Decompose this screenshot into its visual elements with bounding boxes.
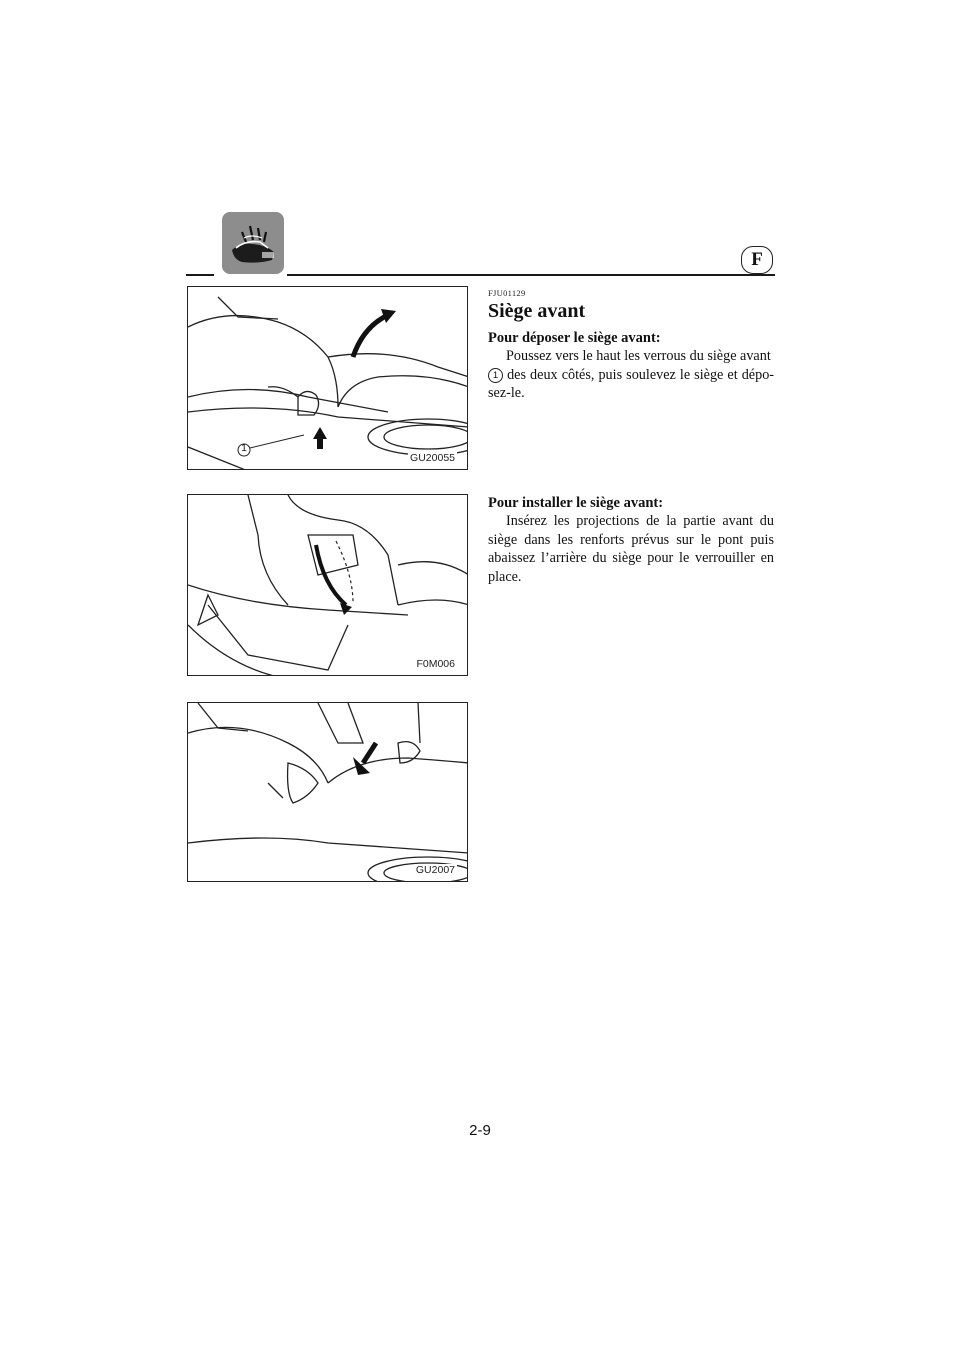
watercraft-section-icon <box>222 212 284 274</box>
figure-code: F0M006 <box>416 658 455 670</box>
removal-instructions <box>488 347 774 403</box>
seat-removal-illustration <box>188 287 468 470</box>
reference-code: FJU01129 <box>488 288 526 298</box>
section-title: Siège avant <box>488 300 586 322</box>
seat-hooks-illustration <box>188 495 468 676</box>
removal-text-after: des deux côtés, puis soulevez le siège et dépo-sez-le. <box>488 366 775 402</box>
install-heading: Pour installer le siège avant: <box>488 495 664 511</box>
text-column <box>488 288 774 403</box>
removal-heading: Pour déposer le siège avant: <box>488 330 661 346</box>
figure-code: GU20055 <box>410 452 455 464</box>
header-rule-left <box>186 274 214 276</box>
language-badge: F <box>741 246 773 274</box>
header-rule-right <box>287 274 775 276</box>
figure-seat-removal <box>187 286 468 470</box>
install-block <box>488 494 774 586</box>
figure-seat-hooks <box>187 494 468 676</box>
removal-text-before: Poussez vers le haut les verrous du siège avant <box>506 348 771 364</box>
figure-seat-install <box>187 702 468 882</box>
seat-install-illustration <box>188 703 468 882</box>
install-instructions: Insérez les projections de la partie avant du siège dans les renforts prévus sur le pont puis abaissez l’arrière du siège pour le verrouiller en place. <box>488 513 774 585</box>
figure-callout-number: 1 <box>241 443 247 454</box>
callout-number: 1 <box>488 368 503 383</box>
page-number: 2-9 <box>469 1122 491 1139</box>
figure-code: GU2007 <box>415 864 455 876</box>
